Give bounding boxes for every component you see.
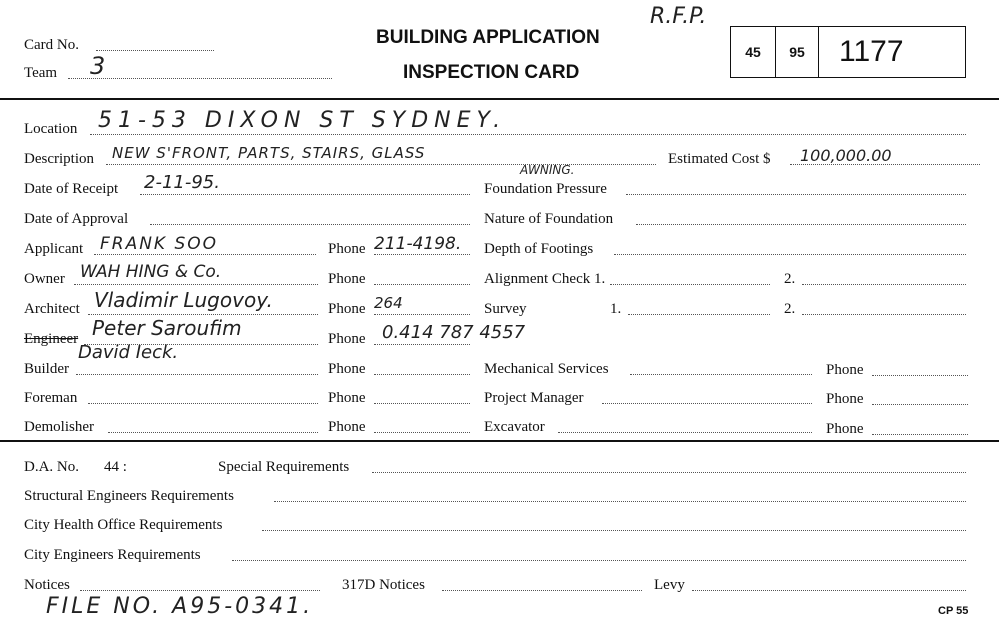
architect-phone-label: Phone — [328, 301, 366, 317]
mechanical-services-phone-label: Phone — [826, 362, 864, 378]
demolisher-phone-field[interactable] — [374, 432, 470, 433]
team-field[interactable] — [68, 78, 332, 79]
builder-field[interactable] — [76, 374, 318, 375]
engineer-phone-value: 0.414 787 4557 — [382, 322, 526, 343]
date-of-receipt-field[interactable] — [140, 194, 470, 195]
levy-label: Levy — [654, 577, 685, 593]
foundation-pressure-label: Foundation Pressure — [484, 181, 607, 197]
alignment-check-label: Alignment Check 1. — [484, 271, 606, 287]
notices-field[interactable] — [80, 590, 320, 591]
section-divider — [0, 440, 999, 442]
city-health-label: City Health Office Requirements — [24, 517, 223, 533]
engineer-phone-field[interactable] — [374, 344, 470, 345]
city-engineers-label: City Engineers Requirements — [24, 547, 201, 563]
alignment-check-2-label: 2. — [784, 271, 796, 287]
mechanical-services-phone-field[interactable] — [872, 375, 968, 376]
title-line1: BUILDING APPLICATION — [376, 27, 600, 48]
form-code: CP 55 — [938, 605, 969, 617]
architect-value: Vladimir Lugovoy. — [94, 288, 273, 312]
foreman-field[interactable] — [88, 403, 318, 404]
project-manager-field[interactable] — [602, 403, 812, 404]
file-no-handwritten: FILE NO. A95-0341. — [46, 594, 314, 619]
special-requirements-label: Special Requirements — [218, 459, 350, 475]
builder-label: Builder — [24, 361, 69, 377]
nature-of-foundation-label: Nature of Foundation — [484, 211, 614, 227]
team-value: 3 — [90, 52, 106, 80]
da-no-label: D.A. No. — [24, 459, 79, 475]
engineer-label: Engineer — [24, 331, 79, 347]
owner-label: Owner — [24, 271, 65, 287]
architect-phone-field[interactable] — [374, 314, 470, 315]
da-no-value: 44 : — [104, 459, 127, 475]
project-manager-phone-field[interactable] — [872, 404, 968, 405]
applicant-value: FRANK SOO — [100, 234, 219, 254]
engineer-phone-label: Phone — [328, 331, 366, 347]
builder-phone-field[interactable] — [374, 374, 470, 375]
special-requirements-field[interactable] — [372, 472, 966, 473]
project-manager-label: Project Manager — [484, 390, 584, 406]
description-label: Description — [24, 151, 94, 167]
survey-2-label: 2. — [784, 301, 796, 317]
box-cell-2: 95 — [776, 27, 819, 77]
excavator-phone-field[interactable] — [872, 434, 968, 435]
description-extra: AWNING. — [520, 163, 575, 177]
owner-phone-field[interactable] — [374, 284, 470, 285]
reference-box — [730, 26, 966, 78]
levy-field[interactable] — [692, 590, 966, 591]
description-value: NEW S'FRONT, PARTS, STAIRS, GLASS — [112, 144, 426, 162]
foreman-label: Foreman — [24, 390, 78, 406]
estimated-cost-label: Estimated Cost $ — [668, 151, 771, 167]
handwritten-ref: R.F.P. — [650, 4, 707, 29]
mechanical-services-field[interactable] — [630, 374, 812, 375]
engineer-value: Peter Saroufim — [92, 316, 242, 340]
date-of-receipt-label: Date of Receipt — [24, 181, 119, 197]
excavator-field[interactable] — [558, 432, 812, 433]
applicant-phone-label: Phone — [328, 241, 366, 257]
owner-value: WAH HING & Co. — [80, 262, 222, 282]
applicant-label: Applicant — [24, 241, 84, 257]
nature-of-foundation-field[interactable] — [636, 224, 966, 225]
applicant-phone-value: 211-4198. — [374, 234, 462, 254]
city-health-field[interactable] — [262, 530, 966, 531]
mechanical-services-label: Mechanical Services — [484, 361, 609, 377]
estimated-cost-value: 100,000.00 — [800, 146, 892, 165]
notices-317d-field[interactable] — [442, 590, 642, 591]
builder-phone-label: Phone — [328, 361, 366, 377]
architect-field[interactable] — [88, 314, 318, 315]
survey-1-field[interactable] — [628, 314, 770, 315]
card-no-field[interactable] — [96, 50, 214, 51]
applicant-field[interactable] — [94, 254, 316, 255]
builder-value: David Ieck. — [78, 342, 179, 363]
survey-label: Survey — [484, 301, 527, 317]
owner-field[interactable] — [74, 284, 318, 285]
foreman-phone-label: Phone — [328, 390, 366, 406]
location-value: 51-53 DIXON ST SYDNEY. — [98, 108, 507, 133]
project-manager-phone-label: Phone — [826, 391, 864, 407]
foreman-phone-field[interactable] — [374, 403, 470, 404]
location-label: Location — [24, 121, 78, 137]
title-line2: INSPECTION CARD — [403, 62, 580, 83]
survey-1-label: 1. — [610, 301, 622, 317]
depth-of-footings-label: Depth of Footings — [484, 241, 594, 257]
date-of-receipt-value: 2-11-95. — [144, 172, 220, 193]
owner-phone-label: Phone — [328, 271, 366, 287]
excavator-label: Excavator — [484, 419, 545, 435]
date-of-approval-label: Date of Approval — [24, 211, 129, 227]
card-no-label: Card No. — [24, 37, 79, 53]
demolisher-label: Demolisher — [24, 419, 94, 435]
demolisher-phone-label: Phone — [328, 419, 366, 435]
alignment-check-1-field[interactable] — [610, 284, 770, 285]
header-divider — [0, 98, 999, 100]
city-engineers-field[interactable] — [232, 560, 966, 561]
architect-label: Architect — [24, 301, 80, 317]
architect-phone-value: 264 — [374, 294, 403, 312]
demolisher-field[interactable] — [108, 432, 318, 433]
date-of-approval-field[interactable] — [150, 224, 470, 225]
foundation-pressure-field[interactable] — [626, 194, 966, 195]
location-field[interactable] — [90, 134, 966, 135]
excavator-phone-label: Phone — [826, 421, 864, 437]
box-cell-1: 45 — [731, 27, 776, 77]
depth-of-footings-field[interactable] — [614, 254, 966, 255]
card-number: 1177 — [839, 35, 904, 68]
structural-engineers-field[interactable] — [274, 501, 966, 502]
structural-engineers-label: Structural Engineers Requirements — [24, 488, 234, 504]
notices-label: Notices — [24, 577, 70, 593]
alignment-check-2-field[interactable] — [802, 284, 966, 285]
team-label: Team — [24, 65, 58, 81]
survey-2-field[interactable] — [802, 314, 966, 315]
applicant-phone-field[interactable] — [374, 254, 470, 255]
notices-317d-label: 317D Notices — [342, 577, 425, 593]
